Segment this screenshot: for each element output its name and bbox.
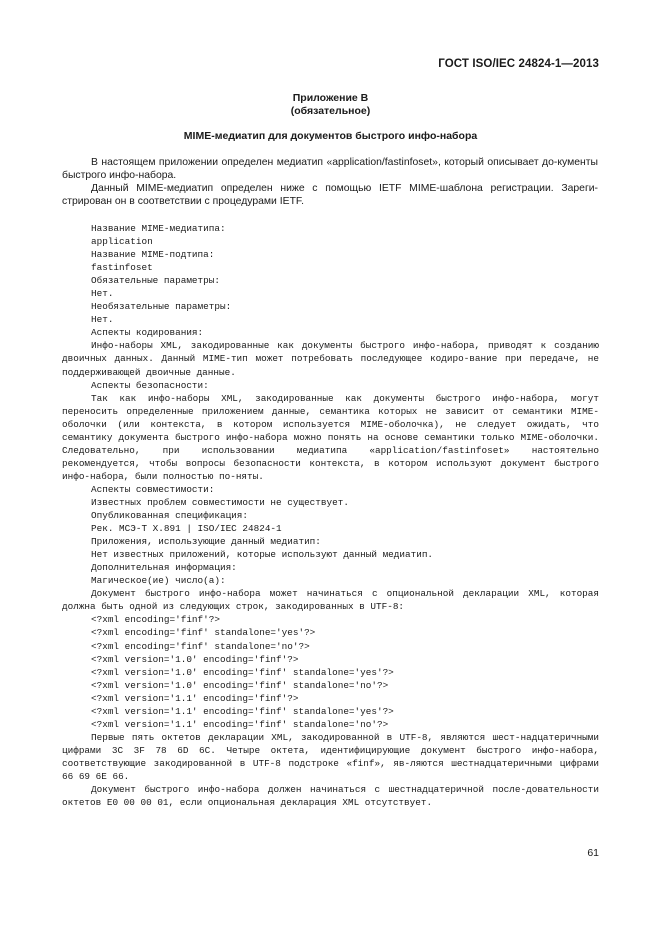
field-value: Нет. — [91, 288, 114, 300]
section-title: MIME-медиатип для документов быстрого инфо-набора — [183, 130, 478, 142]
registration-template — [62, 222, 599, 809]
field-label: Необязательные параметры: — [91, 301, 232, 313]
field-label: Название MIME-медиатипа: — [91, 223, 226, 234]
field-label: Опубликованная спецификация: — [91, 510, 249, 522]
xml-declaration: <?xml version='1.0' encoding='finf' standalone='yes'?> — [91, 666, 394, 678]
field-label: Аспекты совместимости: — [91, 483, 215, 495]
appendix-label: Приложение В — [292, 92, 369, 104]
intro-text — [62, 156, 598, 208]
security-paragraph: Так как инфо-наборы XML, закодированные как документы быстрого инфо-набора, могут переносить определенные приложением данные, семантика которых не зависит от семантики MIME-оболочки (или контекста, в котором используется MIME-оболочка), не следует ожидать, что семантику документа быстрого инфо-набора можно понять на основе семантики только MIME-оболочки. Следовательно, при использовании медиатипа «application/fastinfoset» настоятельно рекомендуется, чтобы вопросы безопасности контекста, в котором используют документ быстрого инфо-набора, были полностью по-няты. — [62, 392, 599, 482]
field-value: Нет. — [91, 314, 114, 326]
field-value: Нет известных приложений, которые используют данный медиатип. — [91, 549, 434, 561]
xml-declaration: <?xml encoding='finf' standalone='no'?> — [91, 640, 310, 652]
field-label: Обязательные параметры: — [91, 275, 220, 287]
field-value: fastinfoset — [91, 262, 153, 274]
field-label: Приложения, использующие данный медиатип: — [91, 536, 321, 548]
field-label: Дополнительная информация: — [91, 562, 237, 574]
intro-paragraph: Данный MIME-медиатип определен ниже с помощью IETF MIME-шаблона регистрации. Зареги-стрирован он в соответствии с процедурами IETF. — [62, 183, 598, 207]
xml-declaration: <?xml encoding='finf'?> — [91, 614, 220, 626]
xml-declaration: <?xml version='1.0' encoding='finf' standalone='no'?> — [91, 679, 389, 691]
field-label: Аспекты безопасности: — [91, 379, 209, 391]
xml-declaration: <?xml version='1.1' encoding='finf' standalone='yes'?> — [91, 705, 394, 717]
page-number: 61 — [587, 847, 599, 859]
xml-declaration: <?xml version='1.1' encoding='finf'?> — [91, 692, 299, 704]
octets-paragraph: Первые пять октетов декларации XML, закодированной в UTF-8, являются шест-надцатеричными цифрами 3C 3F 78 6D 6C. Четыре октета, идентифицирующие документ быстрого инфо-набора, соответствующие закодированной в UTF-8 подстроке «finf», яв-ляются шестнадцатеричными цифрами 66 69 6E 66. — [62, 731, 599, 782]
field-value: Известных проблем совместимости не существует. — [91, 496, 349, 508]
field-label: Название MIME-подтипа: — [91, 249, 215, 261]
field-label: Аспекты кодирования: — [91, 327, 204, 339]
xml-declaration: <?xml version='1.0' encoding='finf'?> — [91, 653, 299, 665]
encoding-paragraph: Инфо-наборы XML, закодированные как документы быстрого инфо-набора, приводят к созданию двоичных данных. Данный MIME-тип может потребовать последующее кодиро-вание при передаче, не поддерживающей двоичные данные. — [62, 340, 599, 378]
appendix-status: (обязательное) — [290, 105, 371, 117]
xml-declaration: <?xml encoding='finf' standalone='yes'?> — [91, 627, 316, 639]
field-value: Рек. МСЭ-Т X.891 | ISO/IEC 24824-1 — [91, 523, 282, 535]
magic-number-paragraph: Документ быстрого инфо-набора может начинаться с опциональной декларации XML, которая должна быть одной из следующих строк, закодированных в UTF-8: — [62, 588, 599, 613]
intro-paragraph: В настоящем приложении определен медиатип «application/fastinfoset», который описывает до-кументы быстрого инфо-набора. — [62, 157, 598, 181]
xml-declaration: <?xml version='1.1' encoding='finf' standalone='no'?> — [91, 718, 389, 730]
field-value: application — [91, 236, 153, 248]
field-label: Магическое(ие) число(а): — [91, 575, 226, 587]
standard-header: ГОСТ ISO/IEC 24824-1—2013 — [438, 58, 599, 70]
no-declaration-paragraph: Документ быстрого инфо-набора должен начинаться с шестнадцатеричной после-довательности октетов E0 00 00 01, если опциональная декларация XML отсутствует. — [62, 784, 599, 809]
